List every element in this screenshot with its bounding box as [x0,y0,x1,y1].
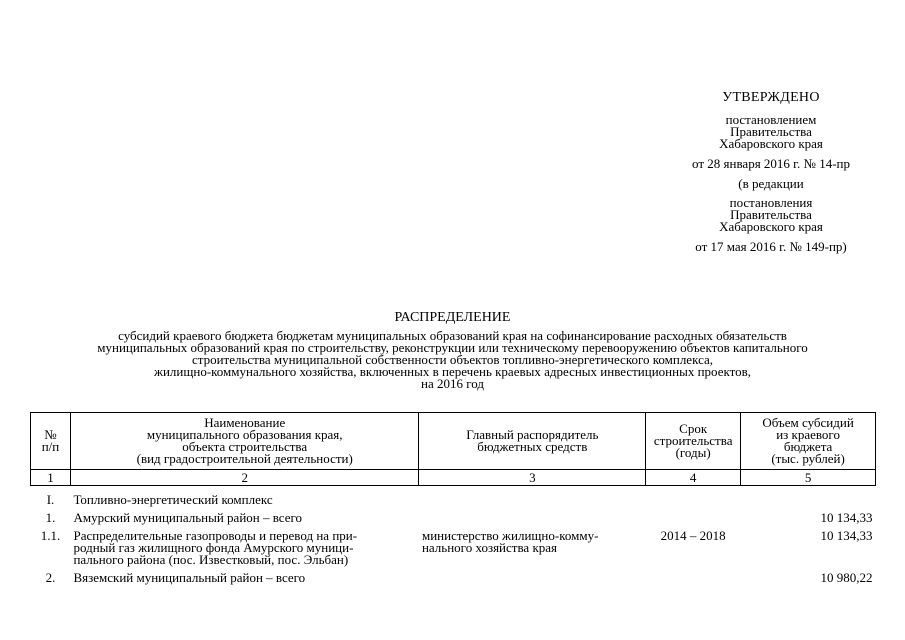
approval-issuer-line: постановлением [725,112,817,127]
edition-date: от 17 мая 2016 г. № 149-пр) [695,239,847,254]
row-term [646,572,741,584]
subsidy-table [30,412,876,584]
row-name: Топливно-энергетический комплекс [73,492,273,507]
column-number: 5 [741,470,876,486]
approval-block [640,91,902,253]
row-manager [419,572,646,584]
edition-line: постановления [729,195,813,210]
row-amount: 10 134,33 [820,510,873,525]
row-manager: министерство жилищно-комму- нального хозяйства края [421,528,599,555]
header-term: Срок строительства (годы) [646,413,741,470]
document-subtitle [20,330,885,390]
row-name: Распределительные газопроводы и перевод на при- родный газ жилищного фонда Амурского муници- пального района (пос. Известковый, пос. Эльбан) [73,528,358,567]
row-number: 2. [45,570,56,585]
table-row [31,494,876,506]
column-number: 1 [31,470,71,486]
header-number: № п/п [31,413,71,470]
subtitle-line: муниципальных образований края по строительству, реконструкции или техническому перевооружению объектов капитального [97,340,808,355]
subtitle-line: субсидий краевого бюджета бюджетам муниципальных образований края на софинансирование расходных обязательств [118,328,787,343]
row-amount [741,494,876,506]
row-amount: 10 134,33 [820,528,873,543]
header-name: Наименование муниципального образования края, объекта строительства (вид градостроительной деятельности) [70,413,419,470]
column-number: 4 [646,470,741,486]
approval-date: от 28 января 2016 г. № 14-пр [692,156,850,171]
row-name: Амурский муниципальный район – всего [73,510,302,525]
subtitle-line: жилищно-коммунального хозяйства, включенных в перечень краевых адресных инвестиционных проектов, [153,364,752,379]
subtitle-line: на 2016 год [421,376,484,391]
row-term [646,494,741,506]
row-number: 1. [45,510,56,525]
column-number-row [31,470,876,486]
table-row [31,572,876,584]
row-amount: 10 980,22 [820,570,873,585]
table-header-row [31,413,876,470]
edition-open: (в редакции [738,176,804,191]
header-manager: Главный распорядитель бюджетных средств [419,413,646,470]
row-number: I. [46,492,55,507]
row-name: Вяземский муниципальный район – всего [73,570,306,585]
approval-heading: УТВЕРЖДЕНО [722,90,820,105]
column-number: 3 [419,470,646,486]
column-number: 2 [70,470,419,486]
approval-issuer-line: Правительства [730,124,812,139]
header-amount: Объем субсидий из краевого бюджета (тыс. рублей) [741,413,876,470]
row-manager [419,512,646,524]
document-title: РАСПРЕДЕЛЕНИЕ [394,310,511,325]
row-term [646,512,741,524]
subtitle-line: строительства муниципальной собственности объектов топливно-энергетического комплекса, [191,352,714,367]
table-row [31,512,876,524]
edition-line: Правительства [730,207,812,222]
row-number: 1.1. [40,528,61,543]
row-manager [419,494,646,506]
table-row [31,530,876,566]
row-term: 2014 – 2018 [660,528,726,543]
approval-issuer-line: Хабаровского края [719,136,823,151]
edition-line: Хабаровского края [719,219,823,234]
